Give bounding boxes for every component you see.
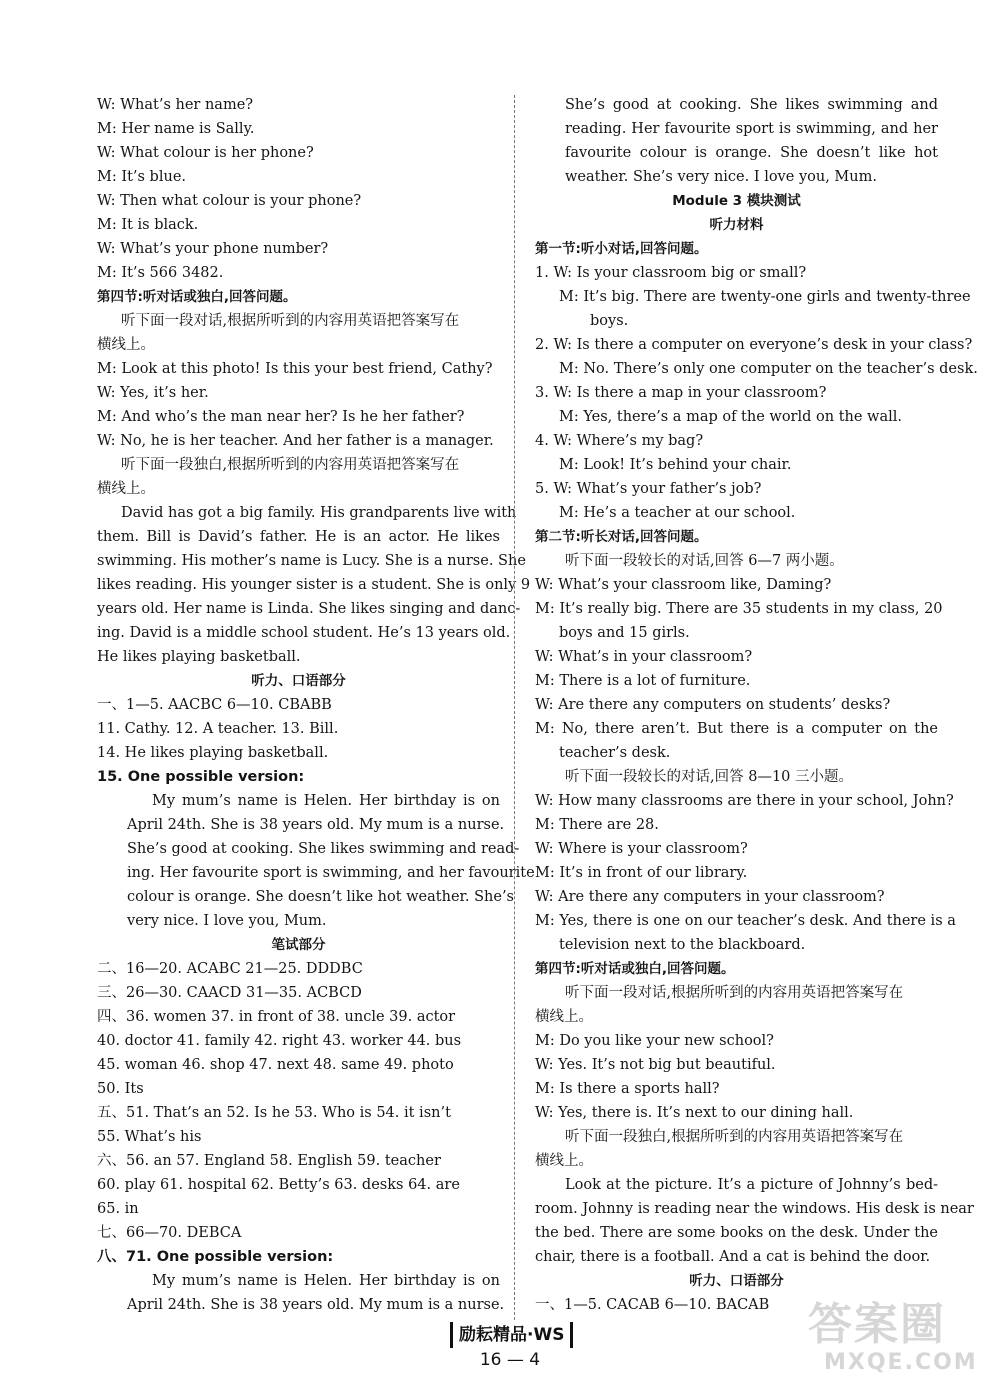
text-line: 65. in — [97, 1201, 139, 1217]
subsection-heading: 第四节:听对话或独白,回答问题。 — [97, 289, 297, 305]
text-line: W: What colour is her phone? — [97, 145, 314, 161]
text-line: 七、66—70. DEBCA — [97, 1225, 242, 1241]
text-line: 听下面一段独白,根据所听到的内容用英语把答案写在 — [121, 457, 460, 473]
section-heading: Module 3 模块测试 — [672, 193, 801, 209]
text-line: 八、71. One possible version: — [97, 1249, 334, 1265]
text-line: reading. Her favourite sport is swimming, and her — [565, 121, 938, 137]
text-line: swimming. His mother’s name is Lucy. She is a nurse. She — [97, 553, 526, 569]
text-line: 一、1—5. AACBC 6—10. CBABB — [97, 697, 332, 713]
left-column — [97, 93, 535, 1317]
text-line: 55. What’s his — [97, 1129, 202, 1145]
subsection-heading: 第四节:听对话或独白,回答问题。 — [535, 961, 735, 977]
text-line: 听下面一段对话,根据所听到的内容用英语把答案写在 — [565, 985, 904, 1001]
footer-brand: 励耘精品·WS — [450, 1322, 573, 1348]
text-line: 横线上。 — [535, 1153, 593, 1169]
text-line: She’s good at cooking. She likes swimming and read- — [127, 841, 520, 857]
text-line: 一、1—5. CACAB 6—10. BACAB — [535, 1297, 770, 1313]
text-line: favourite colour is orange. She doesn’t like hot — [565, 145, 938, 161]
section-heading: 听力、口语部分 — [689, 1273, 784, 1289]
text-line: 50. Its — [97, 1081, 144, 1097]
text-line: W: What’s in your classroom? — [535, 649, 753, 665]
text-line: Look at the picture. It’s a picture of Johnny’s bed- — [565, 1177, 938, 1193]
subsection-heading: 第二节:听长对话,回答问题。 — [535, 529, 708, 545]
text-line: 2. W: Is there a computer on everyone’s desk in your class? — [535, 337, 973, 353]
text-line: the bed. There are some books on the desk. Under the — [535, 1225, 938, 1241]
text-line: M: Look at this photo! Is this your best friend, Cathy? — [97, 361, 493, 377]
text-line: M: Do you like your new school? — [535, 1033, 774, 1049]
text-line: them. Bill is David’s father. He is an actor. He likes — [97, 529, 500, 545]
text-line: 11. Cathy. 12. A teacher. 13. Bill. — [97, 721, 339, 737]
text-line: She’s good at cooking. She likes swimming and — [565, 97, 938, 113]
text-line: ing. David is a middle school student. He’s 13 years old. — [97, 625, 511, 641]
text-line: M: And who’s the man near her? Is he her father? — [97, 409, 465, 425]
text-line: M: It is black. — [97, 217, 199, 233]
text-line: teacher’s desk. — [559, 745, 671, 761]
text-line: 二、16—20. ACABC 21—25. DDDBC — [97, 961, 363, 977]
text-line: M: Her name is Sally. — [97, 121, 255, 137]
text-line: 5. W: What’s your father’s job? — [535, 481, 762, 497]
text-line: W: Yes, it’s her. — [97, 385, 209, 401]
text-line: 横线上。 — [97, 337, 155, 353]
text-line: April 24th. She is 38 years old. My mum is a nurse. — [127, 1297, 505, 1313]
watermark-bottom: MXQE.COM — [824, 1350, 978, 1375]
text-line: room. Johnny is reading near the windows. His desk is near — [535, 1201, 974, 1217]
text-line: M: No, there aren’t. But there is a computer on the — [535, 721, 938, 737]
text-line: 4. W: Where’s my bag? — [535, 433, 704, 449]
text-line: years old. Her name is Linda. She likes singing and danc- — [97, 601, 521, 617]
text-line: M: He’s a teacher at our school. — [559, 505, 796, 521]
text-line: M: No. There’s only one computer on the teacher’s desk. — [559, 361, 978, 377]
text-line: W: What’s her name? — [97, 97, 254, 113]
text-line: W: No, he is her teacher. And her father is a manager. — [97, 433, 494, 449]
text-line: M: Is there a sports hall? — [535, 1081, 720, 1097]
text-line: M: There are 28. — [535, 817, 659, 833]
text-line: 听下面一段对话,根据所听到的内容用英语把答案写在 — [121, 313, 460, 329]
text-line: 听下面一段较长的对话,回答 8—10 三小题。 — [565, 769, 854, 785]
text-line: 3. W: Is there a map in your classroom? — [535, 385, 827, 401]
text-line: My mum’s name is Helen. Her birthday is on — [152, 793, 500, 809]
section-heading: 听力、口语部分 — [251, 673, 346, 689]
text-line: M: It’s really big. There are 35 students in my class, 20 — [535, 601, 943, 617]
text-line: 45. woman 46. shop 47. next 48. same 49. photo — [97, 1057, 454, 1073]
text-line: 横线上。 — [535, 1009, 593, 1025]
text-line: 14. He likes playing basketball. — [97, 745, 329, 761]
text-line: M: It’s big. There are twenty-one girls and twenty-three — [559, 289, 971, 305]
text-line: boys and 15 girls. — [559, 625, 690, 641]
text-line: colour is orange. She doesn’t like hot weather. She’s — [127, 889, 514, 905]
text-line: W: Are there any computers on students’ desks? — [535, 697, 891, 713]
text-line: very nice. I love you, Mum. — [127, 913, 327, 929]
text-line: 六、56. an 57. England 58. English 59. teacher — [97, 1153, 441, 1169]
text-line: likes reading. His younger sister is a student. She is only 9 — [97, 577, 531, 593]
section-heading: 听力材料 — [709, 217, 764, 233]
text-line: M: It’s 566 3482. — [97, 265, 224, 281]
watermark-top: 答案圈 — [808, 1299, 946, 1350]
subsection-heading: 第一节:听小对话,回答问题。 — [535, 241, 708, 257]
text-line: W: What’s your phone number? — [97, 241, 329, 257]
text-line: 三、26—30. CAACD 31—35. ACBCD — [97, 985, 362, 1001]
text-line: 四、36. women 37. in front of 38. uncle 39. actor — [97, 1009, 456, 1025]
text-line: ing. Her favourite sport is swimming, and her favourite — [127, 865, 535, 881]
text-line: 听下面一段较长的对话,回答 6—7 两小题。 — [565, 553, 844, 569]
page-number: 16 — 4 — [479, 1350, 541, 1370]
text-line: W: Then what colour is your phone? — [97, 193, 362, 209]
text-line: 40. doctor 41. family 42. right 43. worker 44. bus — [97, 1033, 462, 1049]
text-line: chair, there is a football. And a cat is behind the door. — [535, 1249, 931, 1265]
text-line: W: How many classrooms are there in your school, John? — [535, 793, 954, 809]
text-line: boys. — [590, 313, 629, 329]
text-line: 听下面一段独白,根据所听到的内容用英语把答案写在 — [565, 1129, 904, 1145]
section-heading: 笔试部分 — [271, 937, 326, 953]
text-line: W: Are there any computers in your classroom? — [535, 889, 885, 905]
text-line: M: It’s blue. — [97, 169, 187, 185]
text-line: M: Look! It’s behind your chair. — [559, 457, 792, 473]
watermark-logo — [808, 1300, 988, 1390]
text-line: David has got a big family. His grandparents live with — [121, 505, 517, 521]
text-line: W: Yes. It’s not big but beautiful. — [535, 1057, 776, 1073]
text-line: 15. One possible version: — [97, 769, 305, 785]
text-line: W: What’s your classroom like, Daming? — [535, 577, 832, 593]
text-line: W: Yes, there is. It’s next to our dining hall. — [535, 1105, 854, 1121]
text-line: M: Yes, there’s a map of the world on the wall. — [559, 409, 902, 425]
column-divider — [514, 95, 515, 1320]
text-line: M: It’s in front of our library. — [535, 865, 748, 881]
right-column — [535, 93, 978, 1317]
text-line: weather. She’s very nice. I love you, Mum. — [565, 169, 877, 185]
text-line: television next to the blackboard. — [559, 937, 806, 953]
text-line: He likes playing basketball. — [97, 649, 301, 665]
text-line: 横线上。 — [97, 481, 155, 497]
text-line: 1. W: Is your classroom big or small? — [535, 265, 807, 281]
text-line: 60. play 61. hospital 62. Betty’s 63. desks 64. are — [97, 1177, 460, 1193]
text-line: April 24th. She is 38 years old. My mum is a nurse. — [127, 817, 505, 833]
text-line: 五、51. That’s an 52. Is he 53. Who is 54. it isn’t — [97, 1105, 451, 1121]
text-line: M: There is a lot of furniture. — [535, 673, 751, 689]
text-line: W: Where is your classroom? — [535, 841, 748, 857]
text-line: My mum’s name is Helen. Her birthday is on — [152, 1273, 500, 1289]
text-line: M: Yes, there is one on our teacher’s desk. And there is a — [535, 913, 956, 929]
